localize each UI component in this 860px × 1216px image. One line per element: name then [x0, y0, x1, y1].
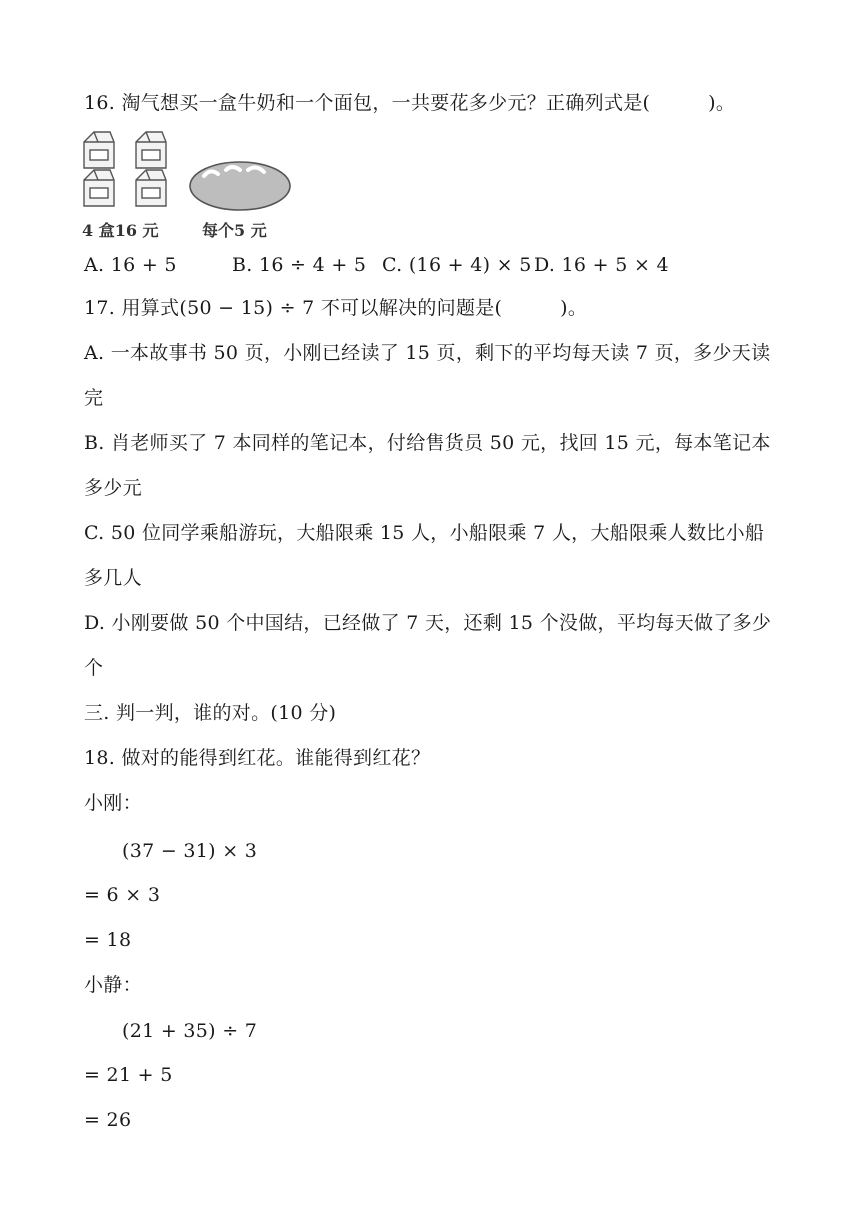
- xiaojing-name: 小静：: [84, 974, 142, 996]
- xiaogang-step1: (37 − 31) × 3: [122, 840, 258, 862]
- q16-option-a[interactable]: A. 16 + 5: [84, 254, 177, 276]
- xiaogang-step2: = 6 × 3: [84, 884, 161, 906]
- q16-stem: 16. 淘气想买一盒牛奶和一个面包，一共要花多少元？正确列式是( )。: [84, 92, 736, 114]
- q16-option-b[interactable]: B. 16 ÷ 4 + 5: [232, 254, 367, 276]
- milk-carton-icon: [136, 132, 166, 168]
- q18-stem: 18. 做对的能得到红花。谁能得到红花？: [84, 747, 431, 769]
- q17-option-c-line2: 多几人: [84, 567, 142, 589]
- bread-icon: [190, 162, 290, 210]
- section-heading: 三. 判一判，谁的对。(10 分): [84, 702, 337, 724]
- milk-carton-icon: [84, 170, 114, 206]
- q17-option-d-line2: 个: [84, 657, 104, 679]
- bread-price-caption: 每个5 元: [202, 221, 267, 240]
- xiaojing-step3: = 26: [84, 1109, 132, 1131]
- q17-option-a-line2: 完: [84, 387, 104, 409]
- q16-figure: [80, 128, 300, 240]
- xiaogang-name: 小刚：: [84, 792, 142, 814]
- q17-option-a-line1[interactable]: A. 一本故事书 50 页，小刚已经读了 15 页，剩下的平均每天读 7 页，多少天读: [84, 342, 771, 364]
- q16-options: [84, 252, 669, 278]
- milk-price-caption: 4 盒16 元: [82, 221, 159, 240]
- q17-option-b-line2: 多少元: [84, 477, 142, 499]
- q16-option-d[interactable]: D. 16 + 5 × 4: [534, 254, 669, 276]
- q17-option-d-line1[interactable]: D. 小刚要做 50 个中国结，已经做了 7 天，还剩 15 个没做，平均每天做了多少: [84, 612, 772, 634]
- q17-option-c-line1[interactable]: C. 50 位同学乘船游玩，大船限乘 15 人，小船限乘 7 人，大船限乘人数比小船: [84, 522, 765, 544]
- q17-option-b-line1[interactable]: B. 肖老师买了 7 本同样的笔记本，付给售货员 50 元，找回 15 元，每本笔记本: [84, 432, 771, 454]
- q17-stem: 17. 用算式(50 − 15) ÷ 7 不可以解决的问题是( )。: [84, 297, 588, 319]
- xiaojing-step1: (21 + 35) ÷ 7: [122, 1020, 258, 1042]
- milk-carton-icon: [136, 170, 166, 206]
- q16-option-c[interactable]: C. (16 + 4) × 5: [382, 254, 532, 276]
- milk-carton-icon: [84, 132, 114, 168]
- xiaojing-step2: = 21 + 5: [84, 1064, 173, 1086]
- xiaogang-step3: = 18: [84, 929, 132, 951]
